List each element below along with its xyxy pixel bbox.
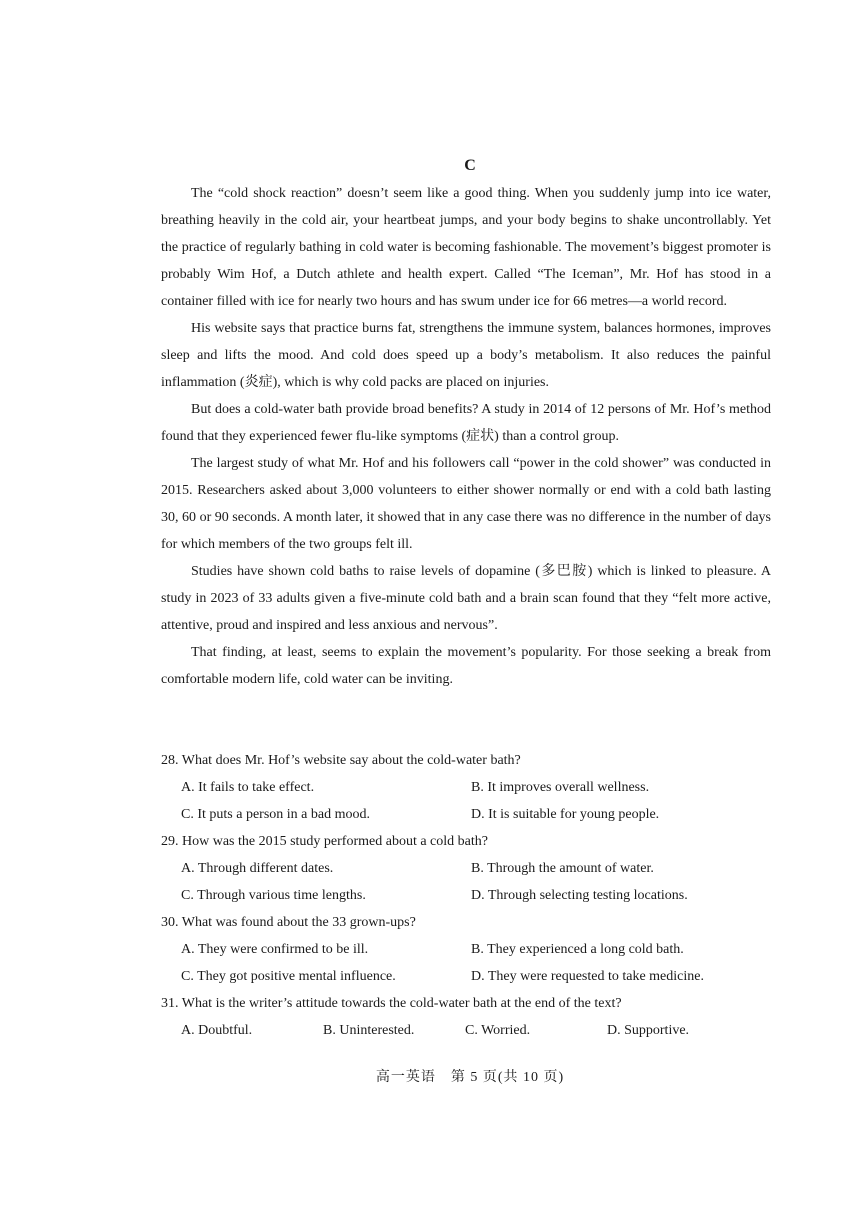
question-stem: 30. What was found about the 33 grown-ups? [161,915,416,930]
option-c: C. They got positive mental influence. [181,969,396,984]
question-stem: 31. What is the writer’s attitude towards the cold-water bath at the end of the text? [161,996,622,1011]
option-d: D. Through selecting testing locations. [471,888,688,903]
option-a: A. Doubtful. [181,1023,253,1038]
option-a: A. It fails to take effect. [181,780,315,795]
option-b: B. They experienced a long cold bath. [471,942,684,957]
option-a: A. They were confirmed to be ill. [181,942,369,957]
passage-paragraph: That finding, at least, seems to explain the movement’s popularity. For those seeking a break from comfortable modern life, cold water can be inviting. [161,645,771,687]
option-c: C. It puts a person in a bad mood. [181,807,370,822]
page-footer: 高一英语 第 5 页(共 10 页) [375,1070,565,1085]
question-stem: 29. How was the 2015 study performed about a cold bath? [161,834,488,849]
option-row [161,936,771,963]
option-d: D. They were requested to take medicine. [471,969,704,984]
section-heading: C [464,157,476,174]
passage-paragraph: His website says that practice burns fat, strengthens the immune system, balances hormones, improves sleep and lifts the mood. And cold does speed up a body’s metabolism. It also reduces the painful inflammation (炎症), which is why cold packs are placed on injuries. [161,321,771,390]
passage-paragraph: The “cold shock reaction” doesn’t seem like a good thing. When you suddenly jump into ice water, breathing heavily in the cold air, your heartbeat jumps, and your body begins to shake uncontrollably. Yet the practice of regularly bathing in cold water is becoming fashionable. The movement’s biggest promoter is probably Wim Hof, a Dutch athlete and health expert. Called “The Iceman”, Mr. Hof has stood in a container filled with ice for nearly two hours and has swum under ice for 66 metres—a world record. [161,186,771,309]
question-31 [161,990,771,1044]
question-list [161,747,771,1044]
passage-paragraph: The largest study of what Mr. Hof and his followers call “power in the cold shower” was conducted in 2015. Researchers asked about 3,000 volunteers to either shower normally or end with a cold bath lasting 30, 60 or 90 seconds. A month later, it showed that in any case there was no difference in the number of days for which members of the two groups felt ill. [161,456,771,552]
option-row [161,801,771,828]
option-d: D. It is suitable for young people. [471,807,660,822]
option-row [161,1017,771,1044]
passage-paragraph: Studies have shown cold baths to raise levels of dopamine (多巴胺) which is linked to pleasure. A study in 2023 of 33 adults given a five-minute cold bath and a brain scan found that they “felt more active, attentive, proud and inspired and less anxious and nervous”. [161,564,771,633]
passage-paragraph: But does a cold-water bath provide broad benefits? A study in 2014 of 12 persons of Mr. Hof’s method found that they experienced fewer flu-like symptoms (症状) than a control group. [161,402,771,444]
option-row [161,774,771,801]
option-row [161,855,771,882]
question-stem: 28. What does Mr. Hof’s website say about the cold-water bath? [161,753,521,768]
option-a: A. Through different dates. [181,861,334,876]
option-d: D. Supportive. [607,1023,690,1038]
option-row [161,882,771,909]
question-28 [161,747,771,828]
option-row [161,963,771,990]
question-29 [161,828,771,909]
question-30 [161,909,771,990]
option-c: C. Through various time lengths. [181,888,366,903]
option-b: B. Through the amount of water. [471,861,654,876]
option-b: B. Uninterested. [323,1023,415,1038]
option-b: B. It improves overall wellness. [471,780,650,795]
reading-passage [161,180,771,693]
option-c: C. Worried. [465,1023,531,1038]
